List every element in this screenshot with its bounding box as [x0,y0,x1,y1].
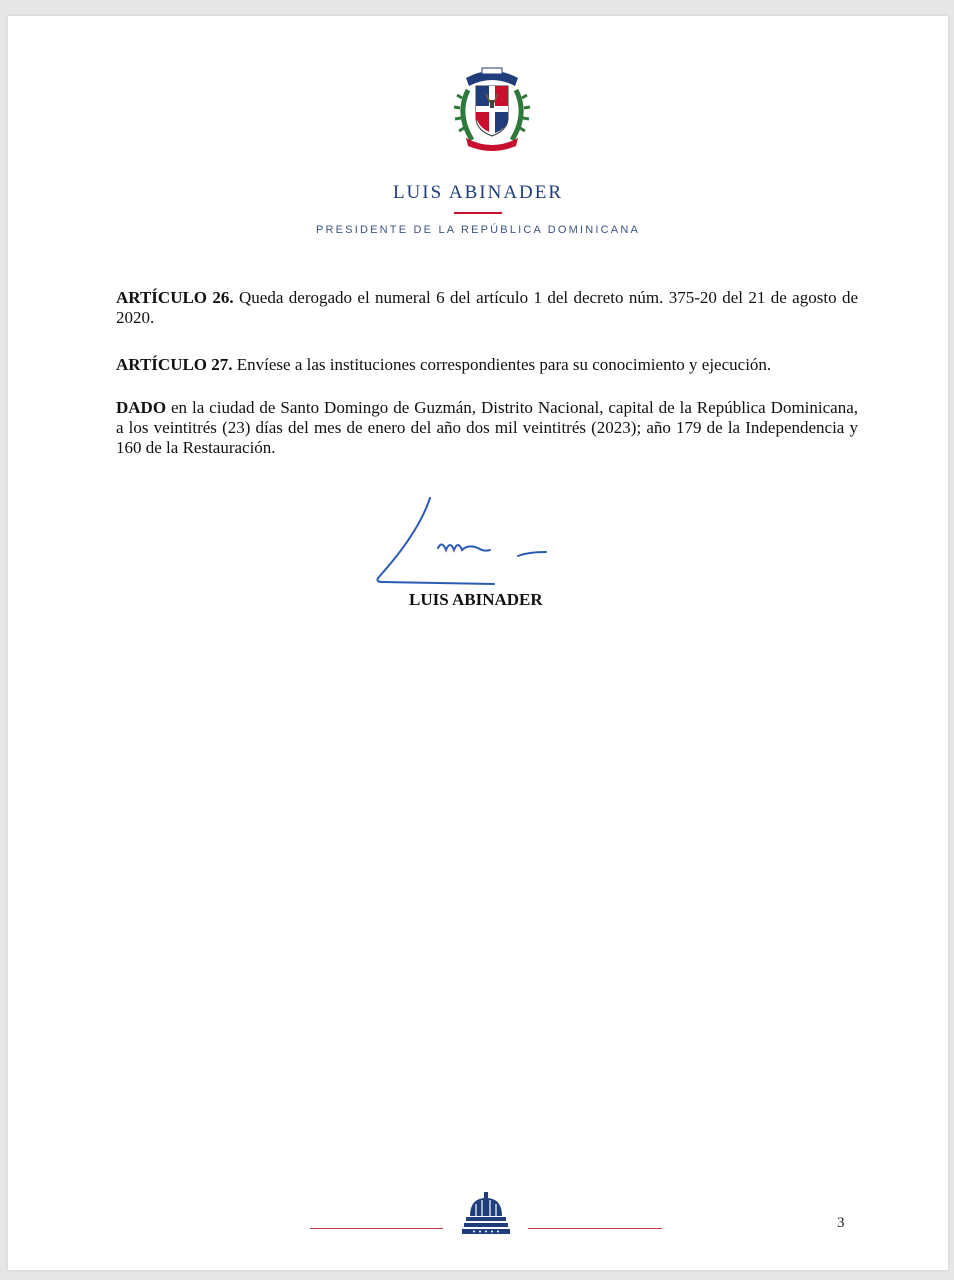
article-26-label: ARTÍCULO 26. [116,288,234,307]
article-26-text: Queda derogado el numeral 6 del artículo 1 del decreto núm. 375-20 del 21 de agosto de 2020. [116,288,858,327]
signatory-name: LUIS ABINADER [409,590,543,609]
national-palace-icon [460,1192,512,1238]
page-number: 3 [837,1215,845,1231]
article-27-label: ARTÍCULO 27. [116,355,233,374]
article-26 [116,288,858,328]
closing-text: en la ciudad de Santo Domingo de Guzmán, Distrito Nacional, capital de la República Dominicana, a los veintitrés (23) días del mes de enero del año dos mil veintitrés (2023); año 179 de la Independencia y 160 de la Restauración. [116,398,858,457]
coat-of-arms-icon [452,56,532,152]
document-page [8,16,948,1270]
handwritten-signature-icon [368,494,568,594]
header-title: PRESIDENTE DE LA REPÚBLICA DOMINICANA [315,224,641,236]
article-27 [116,355,858,375]
footer-line-left [310,1228,443,1229]
footer-line-right [528,1228,662,1229]
article-27-text: Envíese a las instituciones correspondientes para su conocimiento y ejecución. [232,355,772,374]
header-divider [454,212,502,214]
header-name: LUIS ABINADER [392,182,564,203]
closing-label: DADO [116,398,167,417]
closing-paragraph [116,398,858,458]
